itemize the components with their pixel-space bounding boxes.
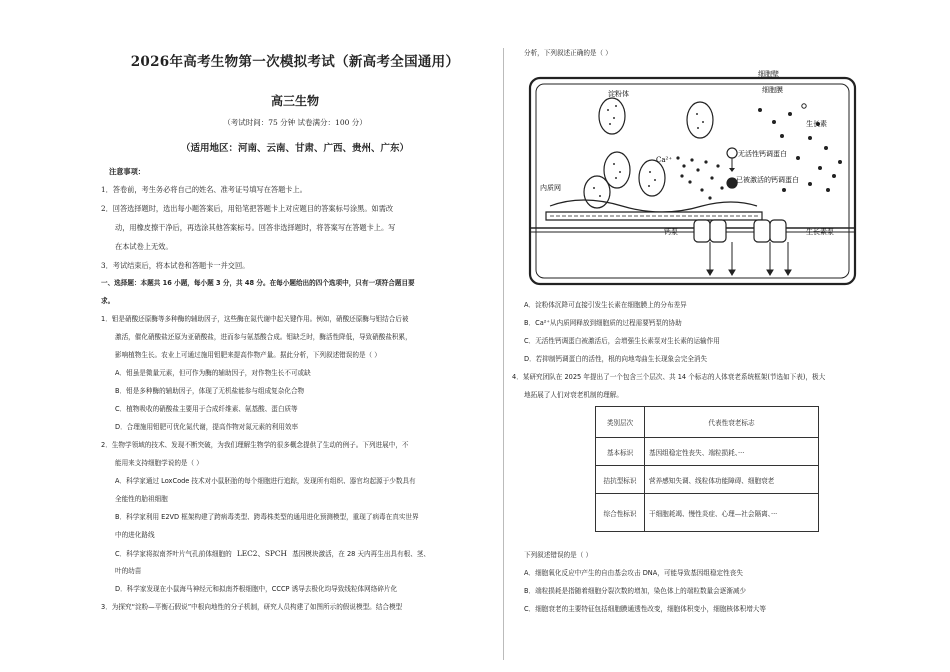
q1-stem: 激活，催化硝酸盐还原为亚硝酸盐，进而参与氨基酸合成。钼缺乏时，酶活性降低，导致硝酸盐积累， (115, 333, 412, 341)
table-cell-markers: 干细胞耗竭、慢性炎症、心理—社会隔离、··· (645, 494, 819, 532)
table-cell-level: 综合性标识 (596, 494, 645, 532)
amyloplast-group (584, 98, 713, 208)
q2-stem: 2．生物学领域的技术、发现不断突破，为我们理解生物学的很多概念提供了生动的例子。下列进展中，不 (101, 441, 409, 449)
aging-hallmarks-table (595, 406, 819, 532)
exam-regions: （适用地区：河南、云南、甘肃、广西、贵州、广东） (180, 143, 409, 154)
exam-info: （考试时间：75 分钟 试卷满分：100 分） (223, 118, 367, 127)
q1-option-a: A．钼虽是微量元素，但可作为酶的辅助因子，对作物生长不可或缺 (115, 369, 311, 377)
q2-option-a: A．科学家通过 LoxCode 技术对小鼠胚胎的每个细胞进行追踪，发现所有组织、器官均起源于少数具有 (115, 477, 416, 485)
table-cell-markers: 营养感知失调、线粒体功能障碍、细胞衰老 (645, 466, 819, 494)
table-header: 类别层次 (596, 407, 645, 438)
q2-option-c-cont: 叶的幼苗 (115, 567, 142, 575)
pump-arrows (707, 242, 791, 275)
q3-option-d: D．若抑制钙调蛋白的活性，根的向地弯曲生长现象会完全消失 (524, 355, 708, 363)
label-cell-membrane: 细胞膜 (762, 86, 783, 94)
label-ca-ion: Ca²⁺ (656, 156, 673, 164)
q1-option-c: C．植物吸收的硝酸盐主要用于合成纤维素、氨基酸、蛋白质等 (115, 405, 298, 413)
q1-stem: 1．钼是硝酸还原酶等多种酶的辅助因子，这些酶在氮代谢中起关键作用。例如，硝酸还原酶与钼结合后被 (101, 315, 409, 323)
q3-stem: 3．为探究“淀粉—平衡石假说”中根向地性的分子机制，研究人员构建了如图所示的假说模型。结合模型 (101, 603, 403, 611)
q2-option-c-part2: 基因模块激活，在 28 天内再生出具有根、茎、 (292, 550, 430, 558)
label-amyloplast: 淀粉体 (608, 90, 629, 98)
q2-option-b-cont: 中的进化路线 (115, 531, 155, 539)
q3-stem-cont: 分析，下列叙述正确的是（ ） (524, 49, 612, 57)
q3-option-b: B．Ca²⁺从内质网释放到细胞质的过程需要钙泵的协助 (524, 319, 682, 327)
table-cell-level: 拮抗型标识 (596, 466, 645, 494)
q2-stem: 能用来支持细胞学说的是（ ） (115, 459, 203, 467)
table-row (596, 494, 819, 532)
table-cell-level: 基本标识 (596, 438, 645, 466)
q2-option-c (115, 544, 430, 564)
q3-option-a: A．淀粉体沉降可直接引发生长素在细胞膜上的分布差异 (524, 301, 687, 309)
ca-particles (676, 156, 723, 199)
note-item: 3．考试结束后，将本试卷和答题卡一并交回。 (101, 261, 250, 270)
q3-option-c: C．无活性钙调蛋白被激活后，会增强生长素泵对生长素的运输作用 (524, 337, 720, 345)
section-heading: 一、选择题：本题共 16 小题，每小题 3 分，共 48 分。在每小题给出的四个选项中，只有一项符合题目要 (101, 279, 415, 287)
note-item: 1．答卷前，考生务必将自己的姓名、准考证号填写在答题卡上。 (101, 185, 307, 194)
exam-title: 2026年高考生物第一次模拟考试（新高考全国通用） (130, 54, 460, 70)
q1-option-d: D．合理施用钼肥可优化氮代谢，提高作物对氮元素的利用效率 (115, 423, 299, 431)
q4-option-b: B．端粒损耗是指随着细胞分裂次数的增加，染色体上的端粒数量会逐渐减少 (524, 587, 747, 595)
table-row (596, 438, 819, 466)
q2-option-c-part1: C．科学家将拟南芥叶片气孔前体细胞的 (115, 550, 232, 558)
q1-option-b: B．钼是多种酶的辅助因子，体现了无机盐能参与组成复杂化合物 (115, 387, 305, 395)
notes-heading: 注意事项： (109, 167, 145, 176)
er-outline (550, 200, 757, 212)
label-er: 内质网 (540, 184, 561, 192)
label-calcium-pump: 钙泵 (664, 228, 678, 236)
q4-stem: 4．某研究团队在 2025 年提出了一个包含三个层次、共 14 个标志的人体衰老系统框架(节选如下表)，极大 (512, 373, 826, 381)
note-item: 2．回答选择题时，选出每小题答案后，用铅笔把答题卡上对应题目的答案标号涂黑。如需改 (101, 204, 394, 213)
exam-subtitle: 高三生物 (270, 94, 319, 108)
section-heading-cont: 求。 (101, 297, 115, 305)
note-item: 在本试卷上无效。 (115, 242, 173, 251)
q2-option-d: D．科学家发现在小鼠海马神经元和拟南芥根细胞中，CCCP 诱导去极化均导致线粒体网络碎片化 (115, 585, 398, 593)
q2-option-c-genes: LEC2、SPCH (236, 549, 287, 558)
label-active-calmodulin: 已被激活的钙调蛋白 (736, 176, 799, 184)
q1-stem: 影响植物生长。农业上可通过施用钼肥来提高作物产量。据此分析，下列叙述错误的是（ ） (115, 351, 381, 359)
cell-wall-outline (530, 78, 855, 284)
note-item: 动，用橡皮擦干净后，再选涂其他答案标号。回答非选择题时，将答案写在答题卡上。写 (115, 223, 396, 232)
q4-question: 下列叙述错误的是（ ） (524, 551, 593, 559)
table-header: 代表性衰老标志 (645, 407, 819, 438)
cell-membrane-outline (536, 84, 849, 278)
q4-option-a: A．细胞氧化反应中产生的自由基会攻击 DNA，可能导致基因组稳定性丧失 (524, 569, 743, 577)
q4-stem-cont: 地拓展了人们对衰老机制的理解。 (524, 391, 623, 399)
table-cell-markers: 基因组稳定性丧失、端粒损耗、··· (645, 438, 819, 466)
calcium-pump (694, 220, 726, 242)
q2-option-a-cont: 全能性的胎祖细胞 (115, 495, 168, 503)
label-auxin-pump: 生长素泵 (806, 228, 834, 236)
label-cell-wall: 细胞壁 (758, 70, 779, 78)
table-row (596, 466, 819, 494)
label-inactive-calmodulin: 无活性钙调蛋白 (738, 150, 787, 158)
root-gravitropism-diagram (522, 66, 862, 288)
auxin-pump (754, 220, 786, 242)
q4-option-c: C．细胞衰老的主要特征包括细胞膜通透性改变，细胞体积变小，细胞核体积增大等 (524, 605, 766, 613)
label-auxin: 生长素 (806, 120, 827, 128)
table-header-row (596, 407, 819, 438)
q2-option-b: B．科学家利用 E2VD 框架构建了跨病毒类型、跨毒株类型的通用进化预测模型，重现了病毒在真实世界 (115, 513, 419, 521)
column-divider (503, 48, 504, 660)
